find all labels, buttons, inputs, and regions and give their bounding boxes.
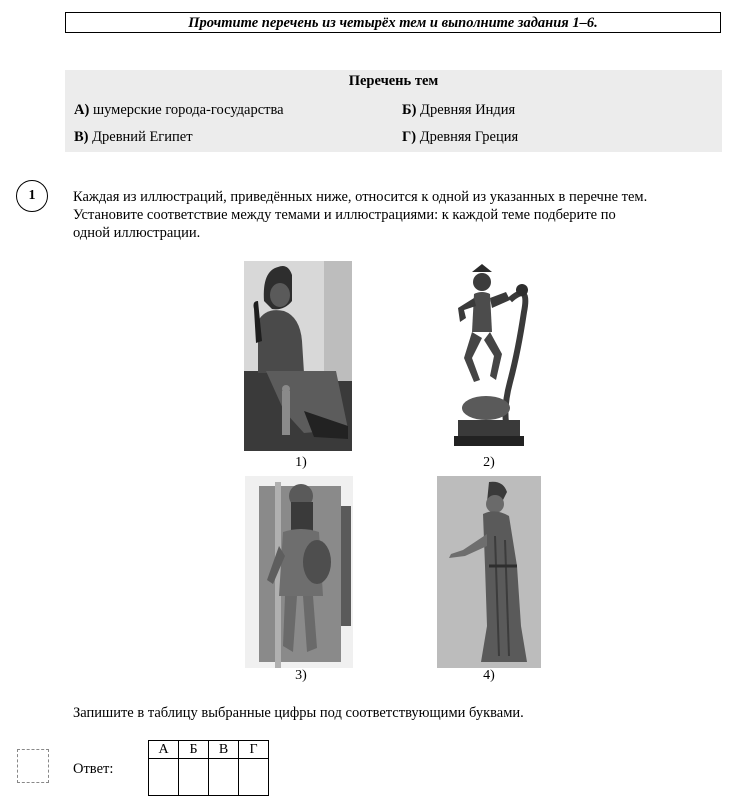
answer-column-g: Г	[239, 741, 269, 759]
question-text-line-1: Каждая из иллюстраций, приведённых ниже, относится к одной из указанных в перечне тем.	[73, 189, 648, 205]
illustration-1-caption: 1)	[295, 455, 307, 470]
answer-table-input-row	[149, 759, 269, 796]
illustration-3-caption: 3)	[295, 668, 307, 683]
topic-b-letter: Б)	[402, 102, 417, 118]
answer-column-a: А	[149, 741, 179, 759]
topic-v	[74, 129, 193, 146]
illustration-3-sumerian-relief	[245, 476, 353, 668]
answer-column-b: Б	[179, 741, 209, 759]
topic-a-letter: А)	[74, 102, 90, 118]
illustration-4-greek-athena	[437, 476, 541, 668]
score-box	[17, 749, 49, 783]
topic-a	[74, 102, 284, 119]
answer-cell-v[interactable]	[209, 759, 239, 796]
answer-table-header-row	[149, 741, 269, 759]
illustration-2-indian-bronze	[440, 262, 540, 452]
illustration-4-caption: 4)	[483, 668, 495, 683]
topic-v-letter: В)	[74, 129, 89, 145]
topic-g-letter: Г)	[402, 129, 417, 145]
topic-b-text: Древняя Индия	[420, 102, 516, 118]
topic-v-text: Древний Египет	[92, 129, 193, 145]
answer-label: Ответ:	[73, 761, 114, 777]
question-text	[73, 188, 716, 242]
question-number-badge: 1	[16, 180, 48, 212]
answer-table	[148, 740, 269, 796]
answer-cell-g[interactable]	[239, 759, 269, 796]
illustration-1-egyptian-statue	[244, 261, 352, 451]
topic-g-text: Древняя Греция	[419, 129, 519, 145]
answer-instruction: Запишите в таблицу выбранные цифры под соответствующими буквами.	[73, 705, 524, 721]
illustration-2-caption: 2)	[483, 455, 495, 470]
topics-title: Перечень тем	[348, 73, 439, 89]
topic-a-text: шумерские города-государства	[92, 102, 284, 118]
question-text-line-3: одной иллюстрации.	[73, 225, 201, 241]
question-text-line-2: Установите соответствие между темами и иллюстрациями: к каждой теме подберите по	[73, 207, 616, 223]
topic-b	[402, 102, 515, 119]
task-instruction-header: Прочтите перечень из четырёх тем и выполните задания 1–6.	[65, 12, 721, 33]
topic-g	[402, 129, 518, 146]
answer-column-v: В	[209, 741, 239, 759]
answer-cell-a[interactable]	[149, 759, 179, 796]
answer-cell-b[interactable]	[179, 759, 209, 796]
topics-panel	[65, 70, 722, 152]
